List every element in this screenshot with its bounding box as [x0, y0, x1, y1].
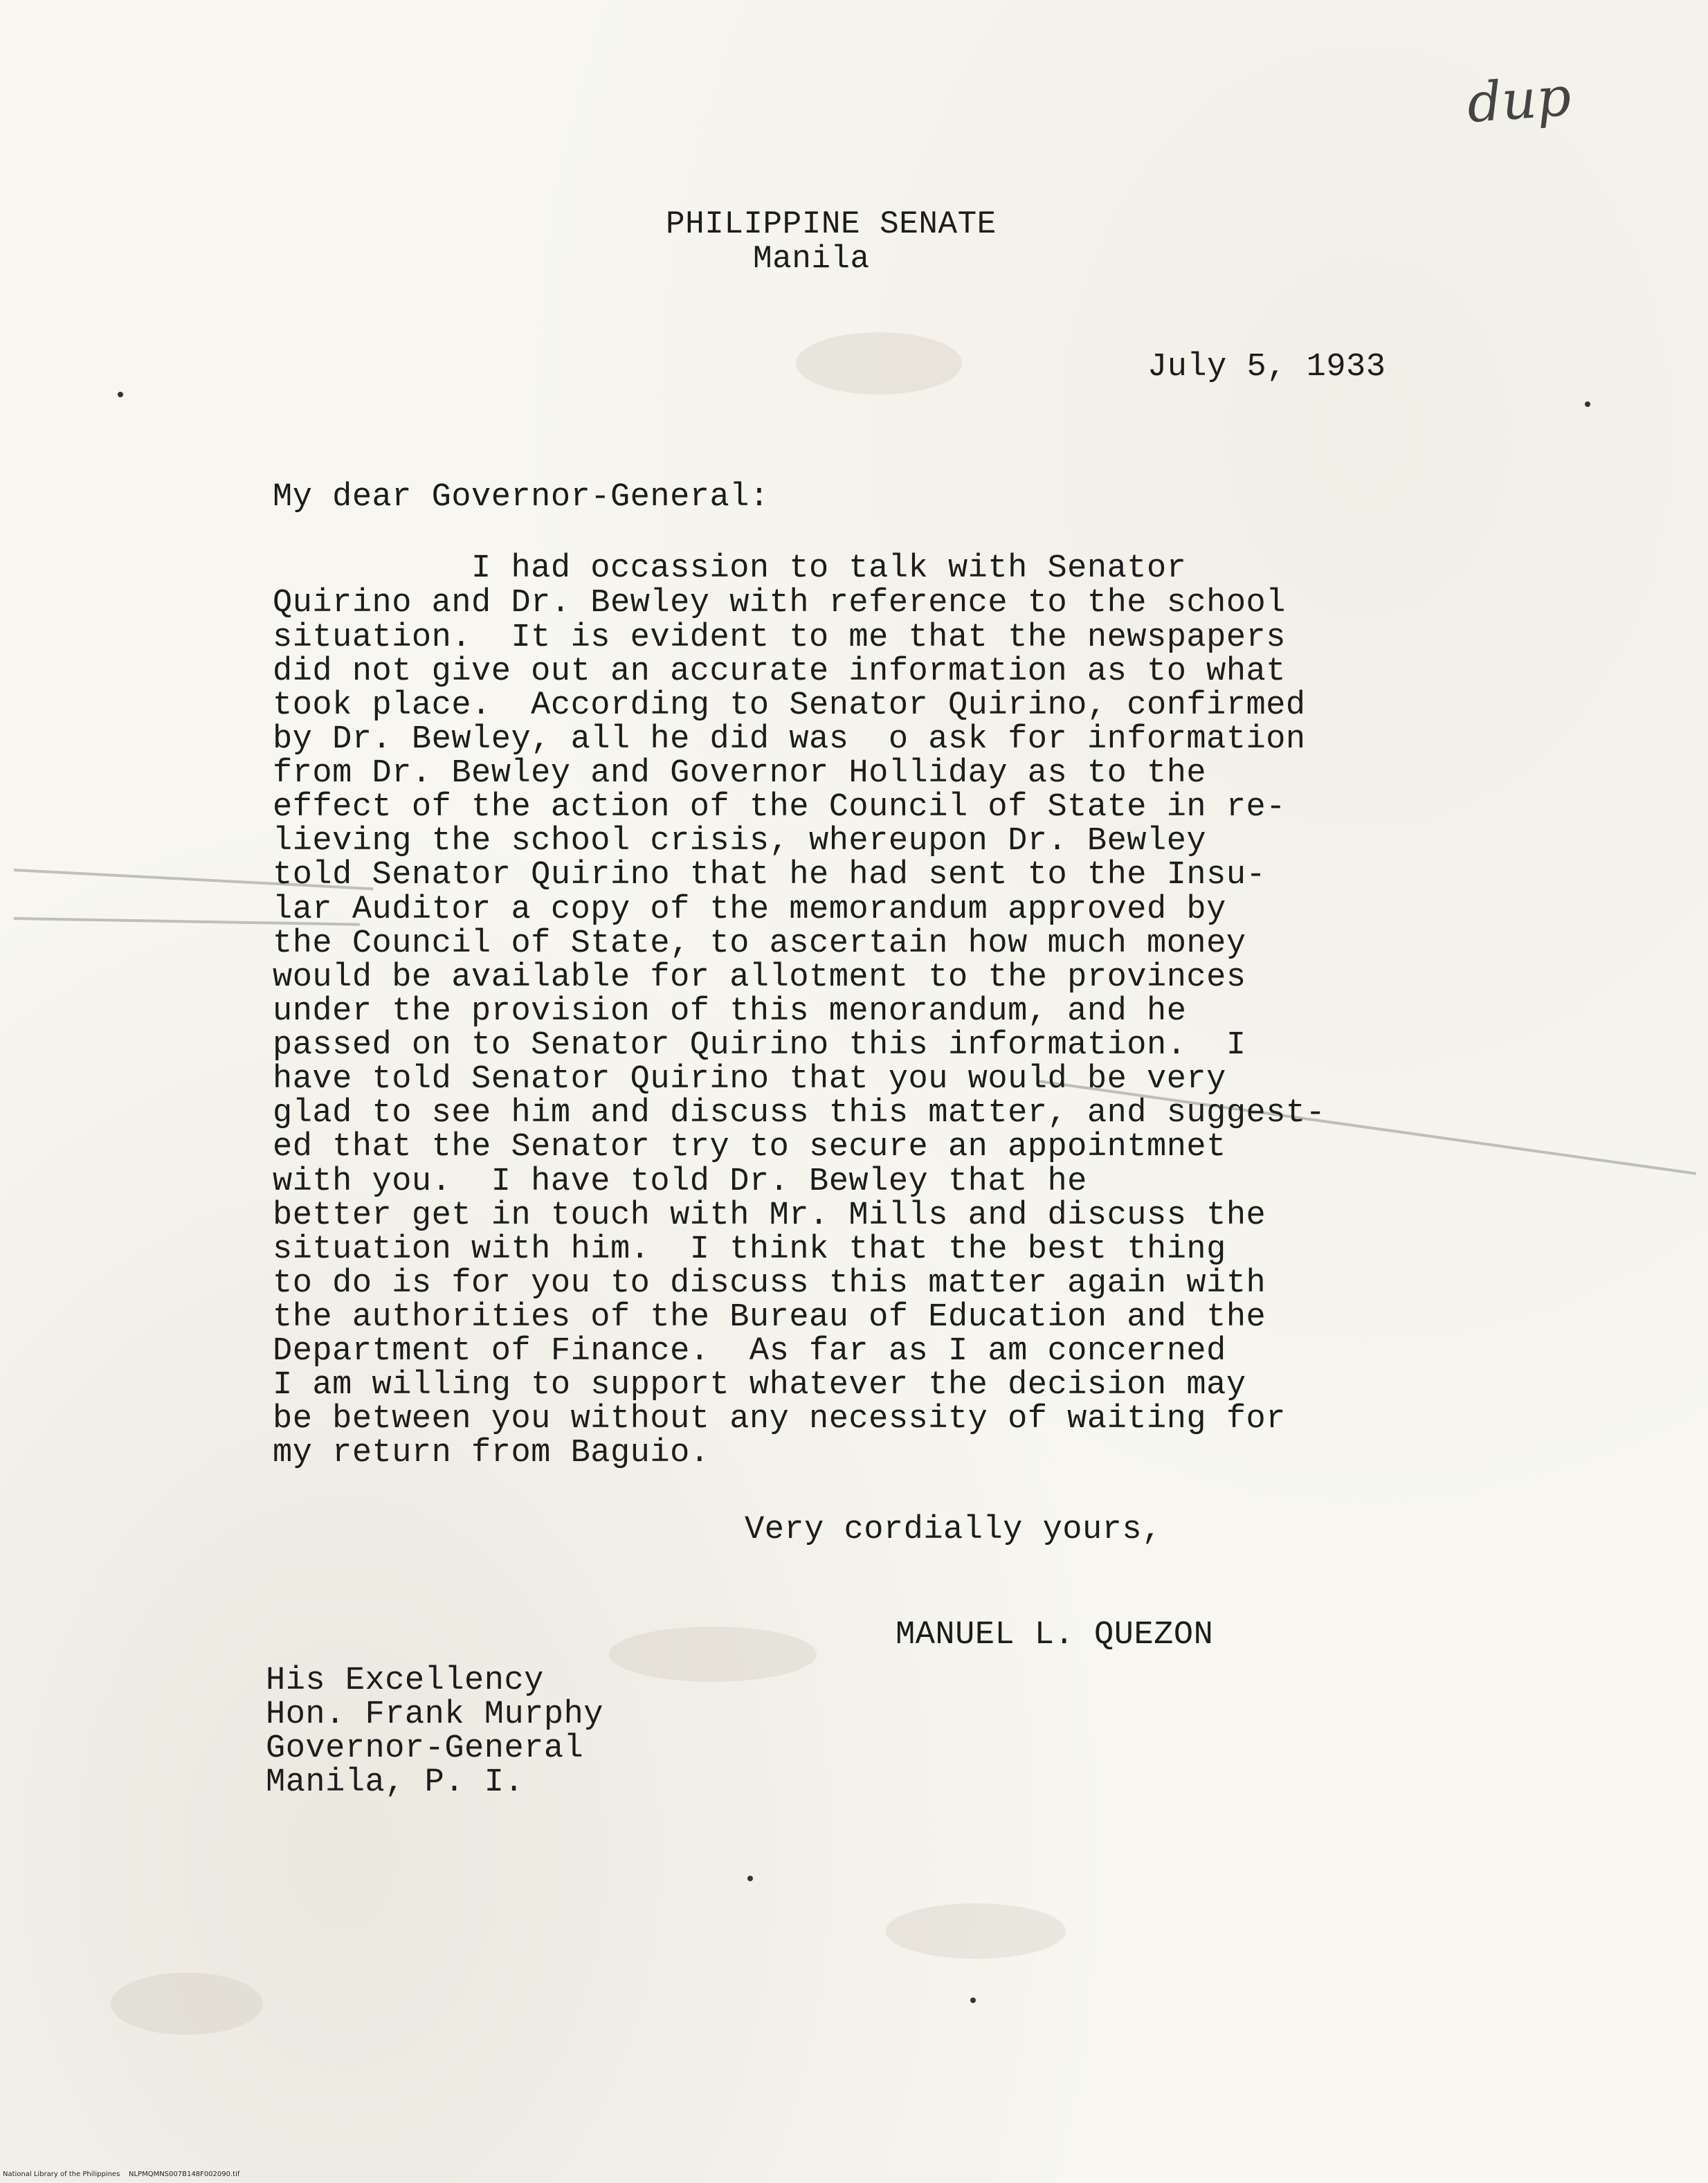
- body-line: I am willing to support whatever the decision may: [273, 1367, 1246, 1404]
- letterhead-organization: PHILIPPINE SENATE: [666, 206, 997, 242]
- body-line: have told Senator Quirino that you would be very: [273, 1061, 1226, 1098]
- body-line: did not give out an accurate information as to what: [273, 653, 1286, 690]
- body-line: lieving the school crisis, whereupon Dr. Bewley: [273, 823, 1207, 860]
- addressee-line: Hon. Frank Murphy: [266, 1696, 603, 1733]
- body-line: my return from Baguio.: [273, 1435, 710, 1471]
- stray-mark: [1585, 401, 1590, 407]
- body-line: I had occassion to talk with Senator: [273, 550, 1187, 587]
- body-line: would be available for allotment to the provinces: [273, 959, 1246, 996]
- stray-mark: [747, 1876, 753, 1881]
- paper-smudge: [886, 1903, 1066, 1959]
- body-line: by Dr. Bewley, all he did was o ask for information: [273, 721, 1306, 758]
- handwritten-annotation: dup: [1465, 65, 1574, 136]
- stray-mark: [970, 1998, 976, 2003]
- body-line: from Dr. Bewley and Governor Holliday as to the: [273, 755, 1207, 792]
- body-line: effect of the action of the Council of State in re-: [273, 789, 1286, 826]
- body-line: situation. It is evident to me that the newspapers: [273, 619, 1286, 656]
- body-line: took place. According to Senator Quirino, confirmed: [273, 687, 1306, 724]
- body-line: be between you without any necessity of waiting for: [273, 1401, 1286, 1438]
- archive-footer: National Library of the Philippines NLPMQMNS007B148F002090.tif: [3, 2171, 240, 2178]
- letterhead-city: Manila: [753, 241, 870, 277]
- body-line: glad to see him and discuss this matter, and suggest-: [273, 1095, 1326, 1132]
- salutation: My dear Governor-General:: [273, 479, 770, 516]
- paper-smudge: [111, 1973, 263, 2035]
- addressee-line: His Excellency: [266, 1663, 544, 1699]
- body-line: to do is for you to discuss this matter again with: [273, 1265, 1266, 1302]
- body-line: the Council of State, to ascertain how much money: [273, 925, 1246, 962]
- paper-smudge: [796, 332, 962, 395]
- body-line: under the provision of this menorandum, and he: [273, 993, 1187, 1030]
- addressee-line: Manila, P. I.: [266, 1764, 525, 1801]
- addressee-line: Governor-General: [266, 1730, 584, 1767]
- body-line: passed on to Senator Quirino this information. I: [273, 1027, 1246, 1064]
- body-line: better get in touch with Mr. Mills and discuss the: [273, 1197, 1266, 1234]
- body-line: Quirino and Dr. Bewley with reference to the school: [273, 585, 1286, 622]
- stray-mark: [118, 392, 123, 397]
- body-line: situation with him. I think that the best thing: [273, 1231, 1226, 1268]
- signatory: MANUEL L. QUEZON: [896, 1617, 1214, 1654]
- body-line: told Senator Quirino that he had sent to the Insu-: [273, 857, 1266, 894]
- closing: Very cordially yours,: [745, 1512, 1162, 1548]
- body-line: Department of Finance. As far as I am concerned: [273, 1333, 1226, 1370]
- letter-date: July 5, 1933: [1147, 349, 1386, 386]
- body-line: with you. I have told Dr. Bewley that he: [273, 1163, 1087, 1200]
- body-line: lar Auditor a copy of the memorandum approved by: [273, 891, 1226, 928]
- body-line: ed that the Senator try to secure an appointmnet: [273, 1129, 1226, 1166]
- paper-smudge: [609, 1627, 817, 1682]
- body-line: the authorities of the Bureau of Education and the: [273, 1299, 1266, 1336]
